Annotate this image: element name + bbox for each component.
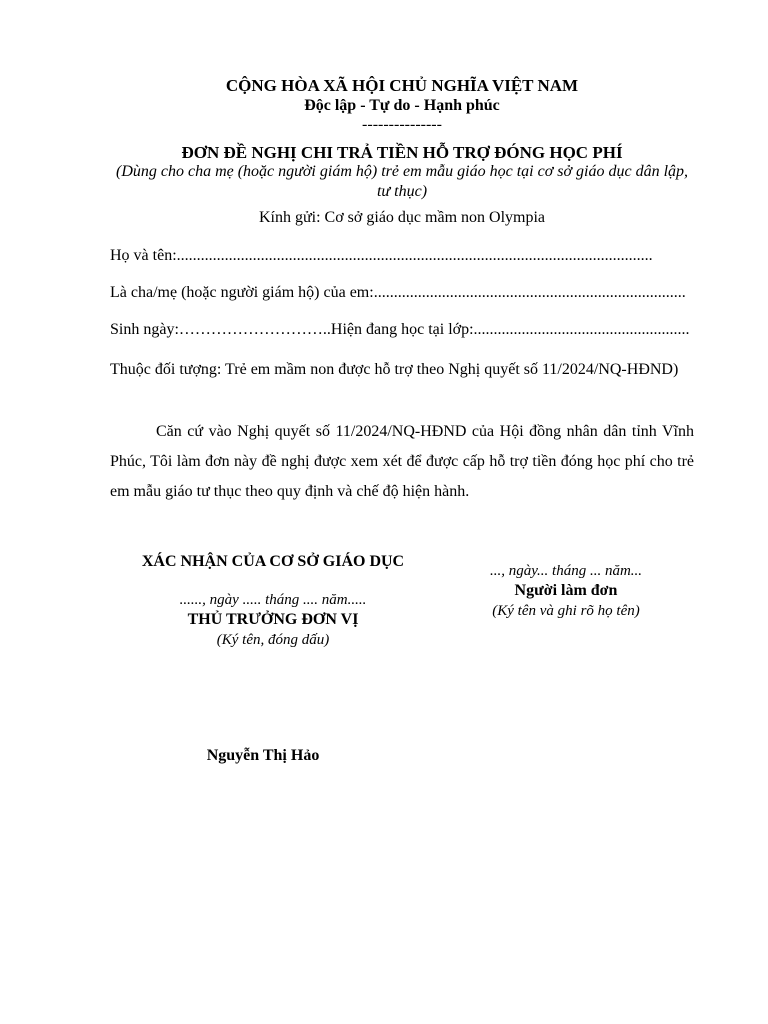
national-title: CỘNG HÒA XÃ HỘI CHỦ NGHĨA VIỆT NAM <box>225 76 579 95</box>
parent-of-field: Là cha/mẹ (hoặc người giám hộ) của em:.............................................................................. <box>110 284 686 301</box>
applicant-date-line: ..., ngày... tháng ... năm... <box>489 563 643 579</box>
document-subtitle: (Dùng cho cha mẹ (hoặc người giám hộ) trẻ em mẫu giáo học tại cơ sở giáo dục dân lập, tư thục) <box>115 163 689 200</box>
national-motto: Độc lập - Tự do - Hạnh phúc <box>304 97 500 114</box>
header-divider: --------------- <box>362 116 442 133</box>
birth-class-field: Sinh ngày:………………………..Hiện đang học tại lớp:...................................................... <box>110 321 690 338</box>
institution-sign-note: (Ký tên, đóng dấu) <box>216 632 330 648</box>
confirmation-title: XÁC NHẬN CỦA CƠ SỞ GIÁO DỤC <box>141 553 405 570</box>
request-paragraph: Căn cứ vào Nghị quyết số 11/2024/NQ-HĐND của Hội đồng nhân dân tỉnh Vĩnh Phúc, Tôi làm đơn này đề nghị được xem xét để được cấp hỗ trợ tiền đóng học phí cho trẻ em mẫu giáo tư thục theo quy định và chế độ hiện hành. <box>110 423 694 500</box>
document-title: ĐƠN ĐỀ NGHỊ CHI TRẢ TIỀN HỖ TRỢ ĐÓNG HỌC PHÍ <box>181 143 623 162</box>
head-of-unit-title: THỦ TRƯỞNG ĐƠN VỊ <box>187 611 359 628</box>
applicant-sign-note: (Ký tên và ghi rõ họ tên) <box>492 603 640 619</box>
applicant-signature-block <box>440 561 692 621</box>
institution-confirmation-block <box>110 551 436 650</box>
full-name-field: Họ và tên:....................................................................................................................... <box>110 247 653 264</box>
target-group-field: Thuộc đối tượng: Trẻ em mầm non được hỗ trợ theo Nghị quyết số 11/2024/NQ-HĐND) <box>110 361 679 378</box>
recipient-line: Kính gửi: Cơ sở giáo dục mầm non Olympia <box>258 209 545 226</box>
institution-date-line: ......, ngày ..... tháng .... năm..... <box>179 592 367 608</box>
applicant-title: Người làm đơn <box>514 582 618 599</box>
signer-name: Nguyễn Thị Hảo <box>206 747 320 764</box>
